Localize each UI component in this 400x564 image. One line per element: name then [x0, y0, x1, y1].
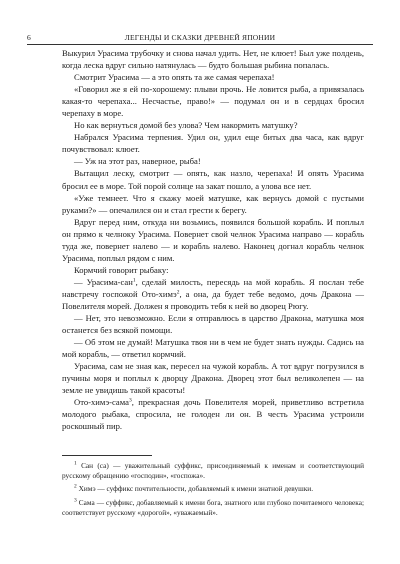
running-header	[27, 30, 373, 42]
paragraph: — Нет, это невозможно. Если я отправлюсь в царство Дракона, матушка моя останется без всякой помощи.	[62, 313, 364, 336]
paragraph: Вдруг перед ним, откуда ни возьмись, появился большой корабль. И поплыл он прямо к челноку Урасима. Повернет свой челнок Урасима направо — корабль туда же, повернет налево — и корабль налево. Наконец догнал корабль челнок Урасима, поплыл рядом с ним.	[62, 216, 364, 263]
page-number: 6	[27, 33, 31, 42]
footnote-marker[interactable]: 3	[128, 397, 132, 404]
footnote-rule	[62, 455, 152, 456]
footnote	[62, 461, 364, 481]
paragraph-segment: — Урасима-сан	[74, 276, 133, 287]
paragraph	[62, 276, 364, 312]
paragraph: Набрался Урасима терпения. Удил он, удил еще битых два часа, как вдруг почувствовал: клюет.	[62, 132, 364, 155]
footnotes	[62, 461, 364, 521]
paragraph-segment: Ото-химэ-сама	[74, 397, 129, 408]
paragraph: Вытащил леску, смотрит — опять, как назло, черепаха! И опять Урасима бросил ее в море. Той порой солнце на закат пошло, а улова все нет.	[62, 168, 364, 191]
footnote-number: 3	[74, 497, 77, 504]
paragraph-segment: , а она, да будет тебе ведомо, дочь Дракона — Повелителя морей. Должен я проводить тебя к ней во дворец Рюгу.	[62, 288, 364, 311]
paragraph-segment: , прекрасная дочь Повелителя морей, приветливо встретила молодого рыбака, спросила, не голоден ли он. В честь Урасима устроили роскошный пир.	[62, 397, 364, 432]
paragraph-segment: , сделай милость, пересядь на мой корабль. Я послан тебе навстречу госпожой Ото-химэ	[62, 276, 364, 299]
footnote-text: Сан (са) — уважительный суффикс, присоединяемый к именам и соответствующий русскому обращению «господин», «госпожа».	[62, 461, 364, 481]
paragraph: «Говорил же я ей по-хорошему: плыви прочь. Не ловится рыба, а привязалась какая-то черепаха... Несчастье, право!» — подумал он и в сердцах бросил черепаху в море.	[62, 84, 364, 119]
footnote-text: Химэ — суффикс почтительности, добавляемый к имени знатной девушки.	[78, 484, 314, 494]
paragraph: Но как вернуться домой без улова? Чем накормить матушку?	[74, 120, 298, 131]
paragraph: — Уж на этот раз, наверное, рыба!	[74, 156, 201, 167]
footnote-number: 1	[74, 460, 77, 467]
paragraph: — Об этом не думай! Матушка твоя ни в чем не будет знать нужды. Садись на мой корабль, — ответил кормчий.	[62, 337, 364, 360]
paragraph: Смотрит Урасима — а это опять та же самая черепаха!	[74, 72, 275, 83]
paragraph	[62, 396, 364, 432]
header-rule	[27, 44, 373, 45]
paragraph: «Уже темнеет. Что я скажу моей матушке, как вернусь домой с пустыми руками?» — опечалился он и стал грести к берегу.	[62, 192, 364, 215]
main-text	[62, 47, 364, 433]
footnote-text: Сама — суффикс, добавляемый к имени бога, знатного или глубоко почитаемого человека; соответствует русскому «дорогой», «уважаемый».	[62, 497, 364, 517]
footnote-number: 2	[74, 483, 77, 490]
footnote	[62, 484, 364, 494]
paragraph: Кормчий говорит рыбаку:	[74, 264, 169, 275]
footnote-marker[interactable]: 2	[176, 289, 180, 296]
paragraph: Урасима, сам не зная как, пересел на чужой корабль. А тот вдруг погрузился в пучины моря и поплыл к дворцу Дракона. Дворец этот был великолепен — на земле не увидишь такой красоты!	[62, 361, 364, 396]
footnote	[62, 498, 364, 518]
paragraph: Выкурил Урасима трубочку и снова начал удить. Нет, не клюет! Был уже полдень, когда леска вдруг сильно натянулась — будто большая рыбина попалась.	[62, 48, 364, 71]
footnote-marker[interactable]: 1	[132, 277, 136, 284]
running-title: ЛЕГЕНДЫ И СКАЗКИ ДРЕВНЕЙ ЯПОНИИ	[124, 33, 276, 42]
